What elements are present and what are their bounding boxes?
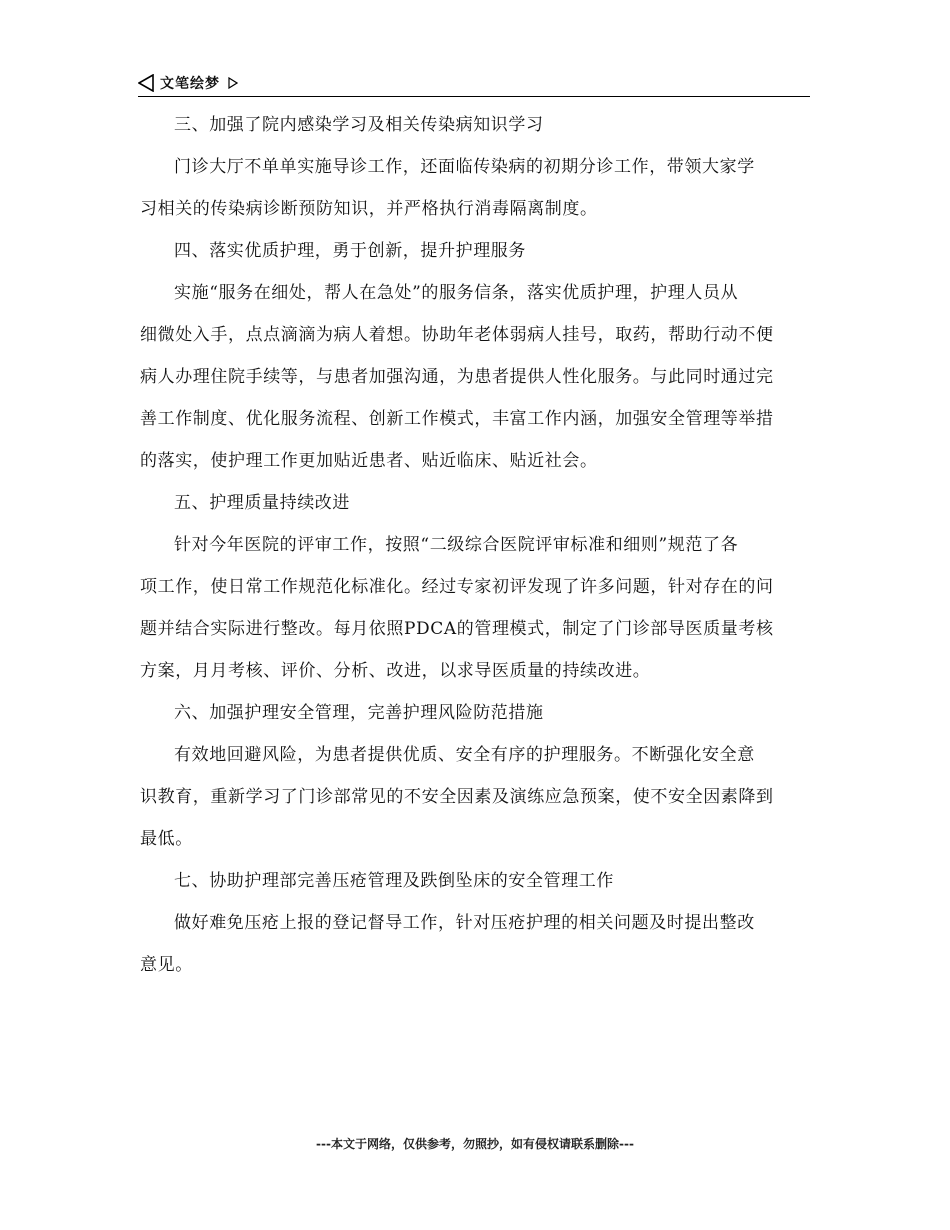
section-heading: 三、加强了院内感染学习及相关传染病知识学习 xyxy=(174,115,544,135)
paragraph-line: 病人办理住院手续等，与患者加强沟通，为患者提供人性化服务。与此同时通过完 xyxy=(140,367,774,387)
section-heading: 四、落实优质护理，勇于创新，提升护理服务 xyxy=(174,241,526,261)
paragraph-line: 门诊大厅不单单实施导诊工作，还面临传染病的初期分诊工作，带领大家学 xyxy=(174,157,755,177)
paragraph-line: 的落实，使护理工作更加贴近患者、贴近临床、贴近社会。 xyxy=(140,451,598,471)
paragraph-line: 意见。 xyxy=(140,955,193,975)
page-header xyxy=(138,70,810,97)
section-heading: 六、加强护理安全管理，完善护理风险防范措施 xyxy=(174,703,544,723)
paragraph-line: 方案，月月考核、评价、分析、改进，以求导医质量的持续改进。 xyxy=(140,661,651,681)
paragraph-line: 最低。 xyxy=(140,829,193,849)
triangle-right-icon xyxy=(228,77,238,89)
triangle-left-icon xyxy=(138,74,154,92)
header-brand: 文笔绘梦 xyxy=(160,76,220,92)
paragraph-line: 项工作，使日常工作规范化标准化。经过专家初评发现了许多问题，针对存在的问 xyxy=(140,577,774,597)
section-heading: 七、协助护理部完善压疮管理及跌倒坠床的安全管理工作 xyxy=(174,871,614,891)
paragraph-line: 题并结合实际进行整改。每月依照PDCA的管理模式，制定了门诊部导医质量考核 xyxy=(140,619,774,639)
paragraph-line: 针对今年医院的评审工作，按照“二级综合医院评审标准和细则”规范了各 xyxy=(174,535,739,555)
paragraph-line: 细微处入手，点点滴滴为病人着想。协助年老体弱病人挂号，取药，帮助行动不便 xyxy=(140,325,774,345)
paragraph-line: 习相关的传染病诊断预防知识，并严格执行消毒隔离制度。 xyxy=(140,199,598,219)
document-body xyxy=(140,104,812,986)
paragraph-line: 有效地回避风险，为患者提供优质、安全有序的护理服务。不断强化安全意 xyxy=(174,745,755,765)
paragraph-line: 做好难免压疮上报的登记督导工作，针对压疮护理的相关问题及时提出整改 xyxy=(174,913,755,933)
paragraph-line: 实施“服务在细处，帮人在急处”的服务信条，落实优质护理，护理人员从 xyxy=(174,283,739,303)
page-footer-disclaimer: ---本文于网络，仅供参考，勿照抄，如有侵权请联系删除--- xyxy=(316,1137,634,1151)
paragraph-line: 善工作制度、优化服务流程、创新工作模式，丰富工作内涵，加强安全管理等举措 xyxy=(140,409,774,429)
paragraph-line: 识教育，重新学习了门诊部常见的不安全因素及演练应急预案，使不安全因素降到 xyxy=(140,787,774,807)
section-heading: 五、护理质量持续改进 xyxy=(174,493,350,513)
